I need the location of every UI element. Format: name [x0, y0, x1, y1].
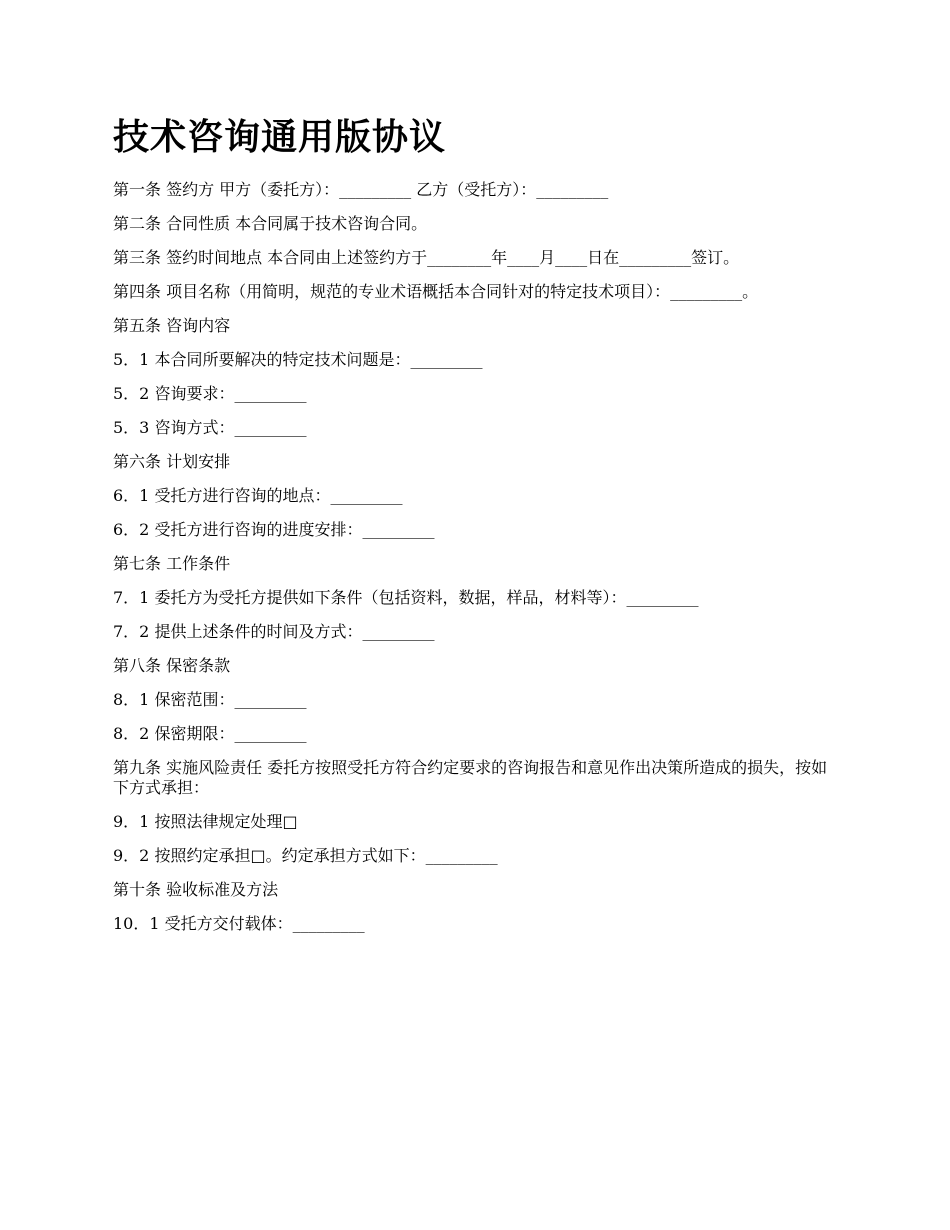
clause-7-heading: 第七条 工作条件 — [113, 554, 231, 573]
clause-8-1: 8．1 保密范围：_________ — [113, 690, 307, 709]
clause-9-2: 9．2 按照约定承担□。约定承担方式如下：_________ — [113, 846, 498, 865]
clause-4-project-name: 第四条 项目名称（用简明，规范的专业术语概括本合同针对的特定技术项目）：_________。 — [113, 282, 759, 301]
clause-6-1: 6．1 受托方进行咨询的地点：_________ — [113, 486, 403, 505]
document-title: 技术咨询通用版协议 — [113, 116, 447, 158]
clause-10-1: 10．1 受托方交付载体：_________ — [113, 914, 365, 933]
clause-6-heading: 第六条 计划安排 — [113, 452, 231, 471]
clause-8-heading: 第八条 保密条款 — [113, 656, 231, 675]
clause-1-signing-parties: 第一条 签约方 甲方（委托方）：_________ 乙方（受托方）：_________ — [113, 180, 609, 199]
clause-10-heading: 第十条 验收标准及方法 — [113, 880, 279, 899]
clause-2-contract-nature: 第二条 合同性质 本合同属于技术咨询合同。 — [113, 214, 428, 233]
clause-5-3: 5．3 咨询方式：_________ — [113, 418, 307, 437]
document-page — [113, 112, 837, 948]
clause-5-1: 5．1 本合同所要解决的特定技术问题是：_________ — [113, 350, 483, 369]
clause-8-2: 8．2 保密期限：_________ — [113, 724, 307, 743]
clause-5-heading: 第五条 咨询内容 — [113, 316, 231, 335]
clause-7-2: 7．2 提供上述条件的时间及方式：_________ — [113, 622, 435, 641]
clause-9-1: 9．1 按照法律规定处理□ — [113, 812, 298, 831]
clause-7-1: 7．1 委托方为受托方提供如下条件（包括资料，数据，样品，材料等）：_________ — [113, 588, 699, 607]
clause-3-signing-time-place: 第三条 签约时间地点 本合同由上述签约方于________年____月____日在_________签订。 — [113, 248, 740, 267]
clause-5-2: 5．2 咨询要求：_________ — [113, 384, 307, 403]
clause-6-2: 6．2 受托方进行咨询的进度安排：_________ — [113, 520, 435, 539]
clause-9-heading: 第九条 实施风险责任 委托方按照受托方符合约定要求的咨询报告和意见作出决策所造成的损失，按如下方式承担： — [113, 758, 828, 797]
